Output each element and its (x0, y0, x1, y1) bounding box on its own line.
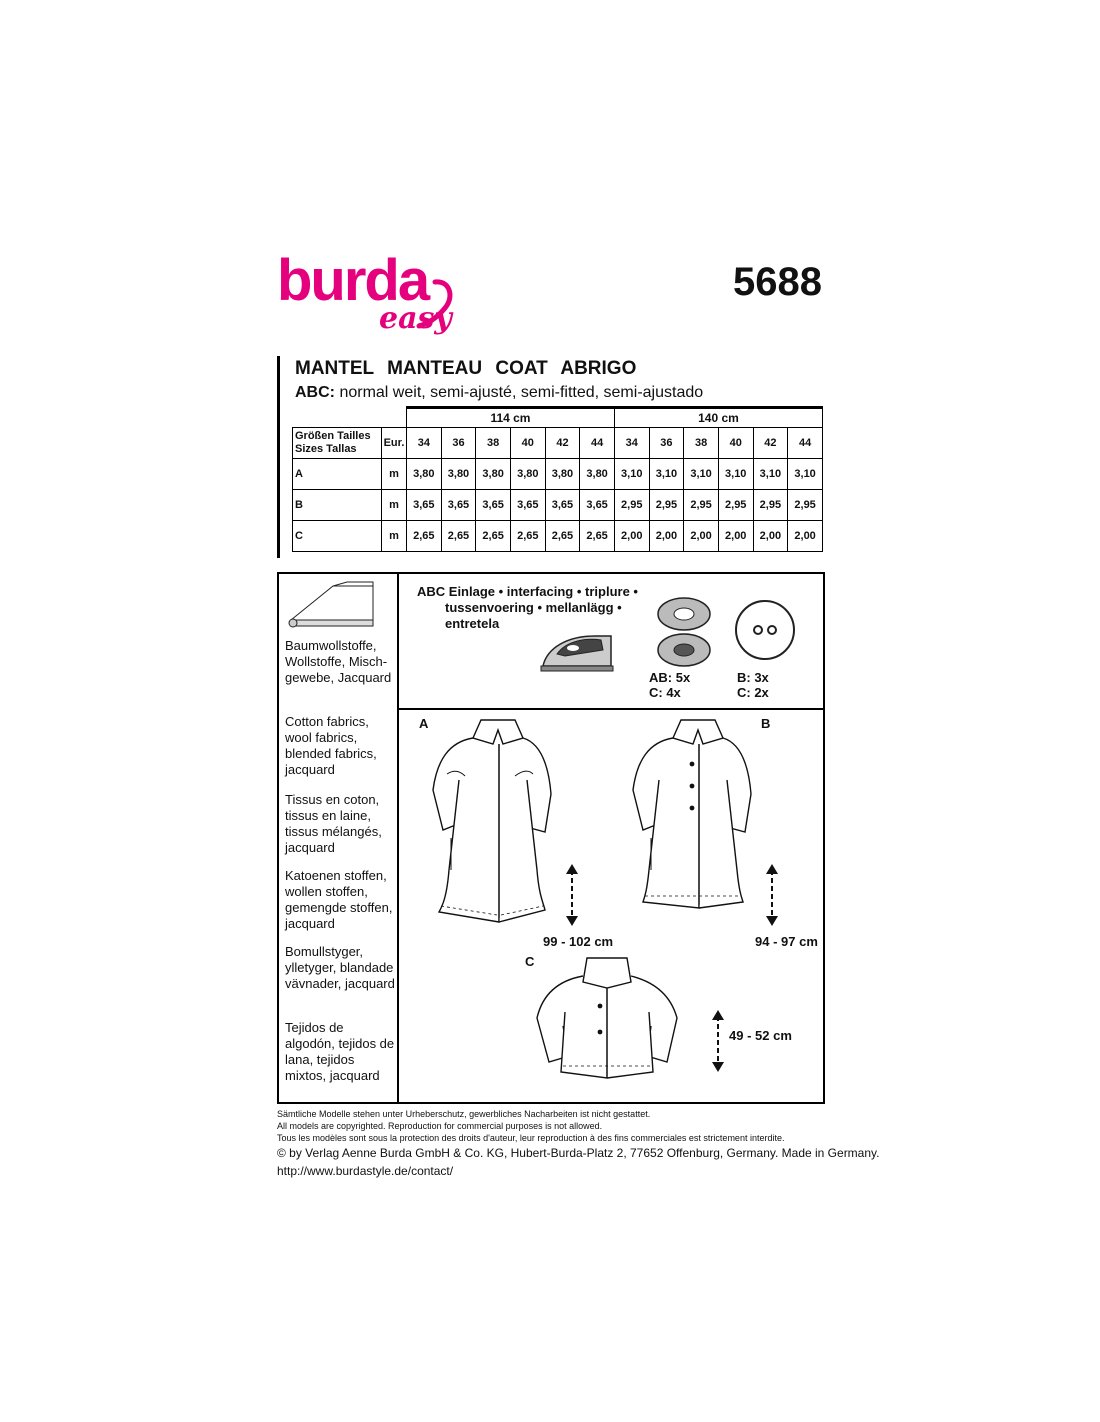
view-label: A (293, 459, 382, 490)
yardage-cell: 2,00 (649, 521, 684, 552)
size-cell: 34 (407, 428, 442, 459)
fit-prefix: ABC: (295, 384, 335, 401)
copyright-fr: Tous les modèles sont sous la protection des droits d'auteur, leur reproduction à des fins commerciales est strictement interdite. (277, 1133, 785, 1143)
contact-url[interactable]: http://www.burdastyle.de/contact/ (277, 1164, 454, 1178)
yardage-cell: 3,10 (614, 459, 649, 490)
snap-fastener-icon (649, 594, 719, 674)
yardage-cell: 2,95 (753, 490, 788, 521)
size-cell: 38 (476, 428, 511, 459)
view-c-label: C (525, 954, 535, 969)
size-cell: 40 (510, 428, 545, 459)
fabric-text-sv: Bomullstyger, ylletyger, blandade vävnader, jacquard (285, 944, 395, 991)
pattern-number: 5688 (733, 260, 822, 304)
width-114: 114 cm (407, 408, 615, 428)
yardage-cell: 2,65 (580, 521, 615, 552)
length-c-label: 49 - 52 cm (729, 1028, 792, 1043)
iron-icon (537, 626, 617, 676)
sizes-label (293, 428, 382, 459)
length-a-label: 99 - 102 cm (543, 934, 614, 949)
size-cell: 42 (545, 428, 580, 459)
sizes-label-line2: Sizes Tallas (295, 443, 357, 455)
copyright-en: All models are copyrighted. Reproduction for commercial purposes is not allowed. (277, 1121, 603, 1131)
interfacing-line: entretela (445, 616, 500, 631)
interfacing-line: tussenvoering • mellanlägg • (445, 600, 622, 615)
fabric-text-fr: Tissus en coton, tissus en laine, tissus mélangés, jacquard (285, 792, 382, 855)
yardage-cell: 2,95 (614, 490, 649, 521)
yardage-cell: 2,65 (476, 521, 511, 552)
yardage-cell: 3,65 (510, 490, 545, 521)
copyright-de: Sämtliche Modelle stehen unter Urheberschutz, gewerbliches Nacharbeiten ist nicht gestattet. (277, 1109, 651, 1119)
technical-drawings (399, 710, 823, 1102)
yardage-cell: 3,65 (476, 490, 511, 521)
view-label: C (293, 521, 382, 552)
unit-label: m (382, 521, 407, 552)
yardage-cell: 2,00 (684, 521, 719, 552)
yardage-cell: 2,95 (684, 490, 719, 521)
yardage-cell: 3,80 (545, 459, 580, 490)
size-cell: 44 (580, 428, 615, 459)
coat-b-drawing (619, 710, 759, 930)
yardage-cell: 2,00 (614, 521, 649, 552)
yardage-cell: 2,95 (718, 490, 753, 521)
publisher-address: © by Verlag Aenne Burda GmbH & Co. KG, Hubert-Burda-Platz 2, 77652 Offenburg, Germany. Made in Germany. (277, 1146, 880, 1160)
burda-easy-logo (277, 248, 467, 352)
yardage-cell: 3,65 (441, 490, 476, 521)
jacket-c-drawing (527, 952, 687, 1092)
yardage-cell: 3,10 (649, 459, 684, 490)
snaps-quantity (649, 670, 690, 700)
fabric-text-es: Tejidos de algodón, tejidos de lana, tejidos mixtos, jacquard (285, 1020, 395, 1083)
yardage-cell: 3,80 (476, 459, 511, 490)
buttons-qty-c: C: 2x (737, 685, 769, 700)
yardage-cell: 3,80 (441, 459, 476, 490)
fit-description (295, 384, 703, 402)
snaps-qty-c: C: 4x (649, 685, 681, 700)
yardage-cell: 3,10 (718, 459, 753, 490)
coat-a-drawing (419, 710, 559, 930)
table-corner (293, 408, 407, 428)
yardage-cell: 3,65 (407, 490, 442, 521)
yardage-cell: 2,65 (510, 521, 545, 552)
length-arrow-c-icon (711, 1010, 725, 1072)
size-cell: 36 (649, 428, 684, 459)
fabric-text-de: Baumwollstoffe, Wollstoffe, Misch-gewebe, Jacquard (285, 638, 392, 685)
yardage-cell: 2,65 (545, 521, 580, 552)
interfacing-line: ABC Einlage • interfacing • triplure • (417, 584, 638, 599)
brand-line: easy (379, 301, 452, 336)
buttons-qty-b: B: 3x (737, 670, 769, 685)
yardage-cell: 3,80 (580, 459, 615, 490)
yardage-cell: 2,95 (788, 490, 823, 521)
size-cell: 40 (718, 428, 753, 459)
length-arrow-a-icon (565, 864, 579, 926)
button-icon (733, 598, 797, 662)
size-cell: 42 (753, 428, 788, 459)
fabric-column (279, 574, 399, 1102)
fabric-text-en: Cotton fabrics, wool fabrics, blended fabrics, jacquard (285, 714, 377, 777)
eur-label: Eur. (382, 428, 407, 459)
yardage-cell: 3,80 (510, 459, 545, 490)
yardage-table (292, 406, 823, 552)
length-arrow-b-icon (765, 864, 779, 926)
unit-label: m (382, 490, 407, 521)
yardage-cell: 3,10 (788, 459, 823, 490)
table-row (293, 521, 823, 552)
fabric-text-nl: Katoenen stoffen, wollen stoffen, gemengde stoffen, jacquard (285, 868, 393, 931)
interfacing-text (417, 584, 638, 632)
size-cell: 34 (614, 428, 649, 459)
yardage-cell: 3,10 (684, 459, 719, 490)
garment-title: MANTEL MANTEAU COAT ABRIGO (295, 358, 637, 379)
yardage-cell: 2,00 (718, 521, 753, 552)
yardage-cell: 3,65 (545, 490, 580, 521)
table-row (293, 459, 823, 490)
yardage-cell: 3,65 (580, 490, 615, 521)
table-row (293, 490, 823, 521)
length-b-label: 94 - 97 cm (755, 934, 818, 949)
yardage-cell: 3,80 (407, 459, 442, 490)
yardage-cell: 2,00 (753, 521, 788, 552)
yardage-cell: 2,95 (649, 490, 684, 521)
brand-name: burda (277, 248, 429, 313)
view-label: B (293, 490, 382, 521)
yardage-cell: 3,10 (753, 459, 788, 490)
unit-label: m (382, 459, 407, 490)
fit-text: normal weit, semi-ajusté, semi-fitted, semi-ajustado (339, 384, 704, 401)
fabric-notions-box (277, 572, 825, 1104)
view-a-label: A (419, 716, 429, 731)
buttons-quantity (737, 670, 769, 700)
notions-panel (399, 574, 823, 710)
yardage-cell: 2,65 (441, 521, 476, 552)
size-cell: 38 (684, 428, 719, 459)
size-cell: 36 (441, 428, 476, 459)
width-140: 140 cm (614, 408, 822, 428)
size-cell: 44 (788, 428, 823, 459)
yardage-cell: 2,00 (788, 521, 823, 552)
yardage-cell: 2,65 (407, 521, 442, 552)
view-b-label: B (761, 716, 771, 731)
snaps-qty-ab: AB: 5x (649, 670, 691, 685)
fabric-bolt-icon (287, 580, 377, 634)
sizes-label-line1: Größen Tailles (295, 430, 371, 442)
